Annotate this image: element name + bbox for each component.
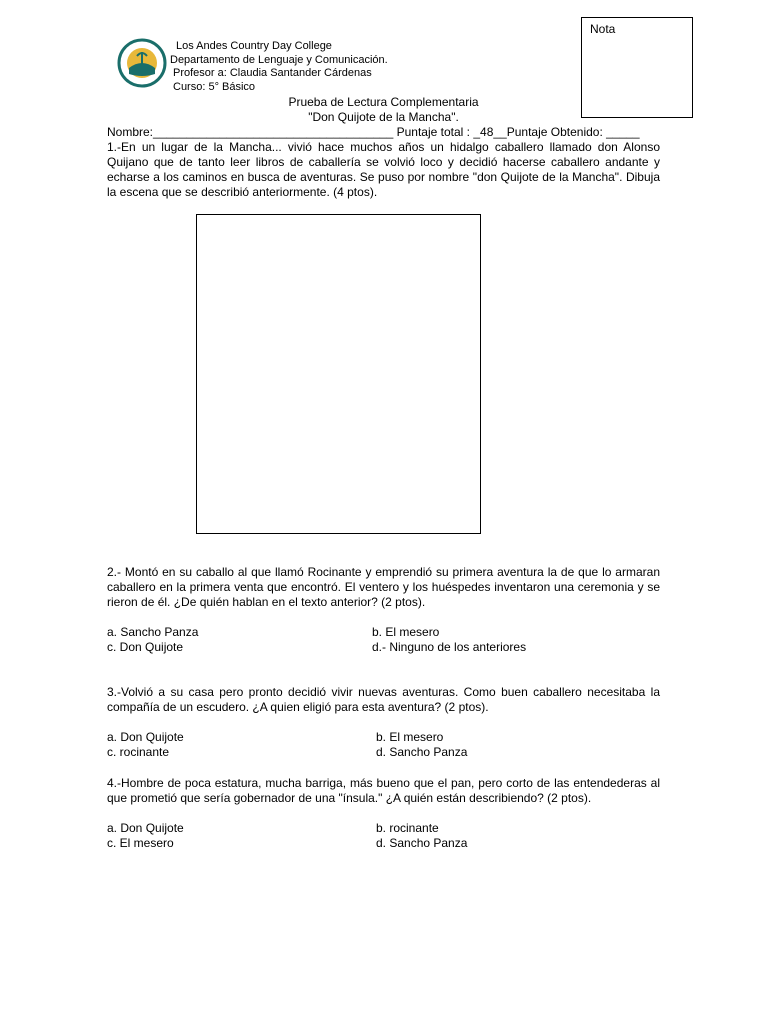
q4-option-a[interactable]: a. Don Quijote	[107, 821, 184, 835]
department-name: Departamento de Lenguaje y Comunicación.	[170, 53, 388, 66]
puntaje-obtenido-label[interactable]: Puntaje Obtenido: _____	[506, 125, 640, 139]
question-1: 1.-En un lugar de la Mancha... vivió hace muchos años un hidalgo caballero llamado don Alonso Quijano que de tanto leer libros de caballería se volvió loco y decidió hacerse caballero andante y echarse a los caminos en busca de aventuras. Se puso por nombre "don Quijote de la Mancha". Dibuja la escena que se describió anteriormente. (4 ptos).	[107, 140, 660, 199]
header-block	[170, 40, 388, 94]
q2-option-d[interactable]: d.- Ninguno de los anteriores	[372, 640, 527, 654]
nota-label: Nota	[590, 22, 616, 36]
course-name: Curso: 5° Básico	[173, 80, 256, 93]
school-name: Los Andes Country Day College	[176, 40, 332, 52]
q3-option-a[interactable]: a. Don Quijote	[107, 730, 184, 744]
puntaje-total-label: Puntaje total :	[393, 125, 474, 139]
nombre-label: Nombre:	[107, 125, 154, 139]
question-3: 3.-Volvió a su casa pero pronto decidió vivir nuevas aventuras. Como buen caballero necesitaba la compañía de un escudero. ¿A quien eligió para esta aventura? (2 ptos).	[107, 685, 660, 714]
q4-option-d[interactable]: d. Sancho Panza	[376, 836, 468, 850]
school-logo	[117, 38, 167, 88]
q2-option-a[interactable]: a. Sancho Panza	[107, 625, 199, 639]
puntaje-total-value: _48__	[473, 125, 507, 139]
nombre-field[interactable]: ____________________________________	[153, 125, 394, 139]
teacher-name: Profesor a: Claudia Santander Cárdenas	[173, 67, 372, 79]
q3-option-c[interactable]: c. rocinante	[107, 745, 170, 759]
question-4: 4.-Hombre de poca estatura, mucha barriga, más bueno que el pan, pero corto de las entendederas al que prometió que sería gobernador de una "ínsula." ¿A quién están describiendo? (2 ptos).	[107, 776, 660, 805]
q4-option-b[interactable]: b. rocinante	[376, 821, 439, 835]
q4-option-c[interactable]: c. El mesero	[107, 836, 174, 850]
book-title: "Don Quijote de la Mancha".	[308, 110, 459, 124]
q2-option-c[interactable]: c. Don Quijote	[107, 640, 184, 654]
q3-option-b[interactable]: b. El mesero	[376, 730, 444, 744]
exam-title: Prueba de Lectura Complementaria	[288, 95, 479, 109]
drawing-box[interactable]	[196, 214, 481, 534]
nombre-row	[107, 125, 640, 140]
q2-option-b[interactable]: b. El mesero	[372, 625, 440, 639]
question-2: 2.- Montó en su caballo al que llamó Rocinante y emprendió su primera aventura la de que lo armaran caballero en la primera venta que encontró. El ventero y los huéspedes inventaron una ceremonia y se rieron de él. ¿De quién hablan en el texto anterior? (2 ptos).	[107, 565, 660, 609]
q3-option-d[interactable]: d. Sancho Panza	[376, 745, 468, 759]
